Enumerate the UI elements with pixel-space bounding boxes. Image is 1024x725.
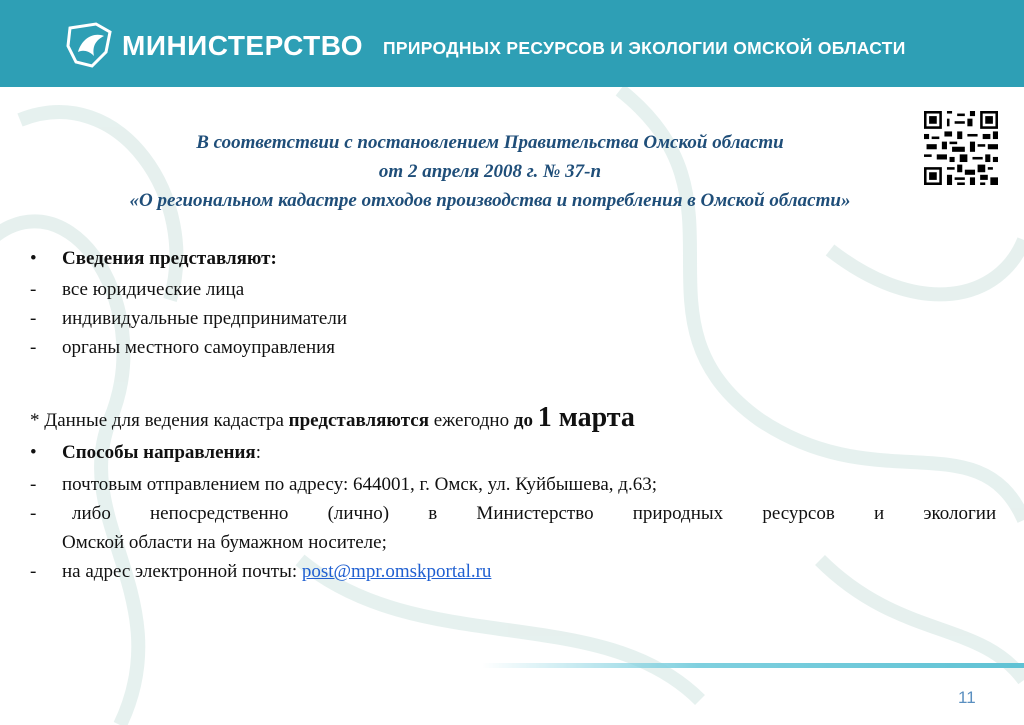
list-item-text-justified	[72, 503, 996, 525]
section2-heading: Способы направления	[62, 442, 256, 463]
list-item-text-wrap	[62, 561, 491, 583]
section1-heading: Сведения представляют:	[62, 248, 277, 269]
deadline-do: до	[513, 410, 533, 431]
word: природных	[632, 503, 724, 524]
email-link[interactable]: post@mpr.omskportal.ru	[301, 561, 492, 582]
brand-subtitle: ПРИРОДНЫХ РЕСУРСОВ И ЭКОЛОГИИ ОМСКОЙ ОБЛАСТИ	[383, 38, 906, 58]
list-item-text: все юридические лица	[62, 279, 245, 300]
word: ресурсов	[762, 503, 835, 524]
title-line-2: от 2 апреля 2008 г. № 37-п	[378, 161, 602, 182]
word: в	[428, 503, 438, 524]
section2-heading-wrap	[62, 442, 261, 464]
deadline-prefix: * Данные для ведения кадастра	[30, 410, 289, 431]
title-line-3: «О региональном кадастре отходов производства и потребления в Омской области»	[129, 190, 851, 211]
word: и	[873, 503, 885, 524]
deadline-statement	[30, 402, 1000, 434]
dash-marker: -	[30, 561, 37, 582]
dash-marker: -	[30, 503, 37, 524]
bullet-marker: •	[30, 248, 37, 269]
deadline-middle: ежегодно	[428, 410, 514, 431]
ministry-logo-icon	[66, 22, 114, 68]
list-item-text: почтовым отправлением по адресу: 644001, г. Омск, ул. Куйбышева, д.63;	[62, 474, 657, 495]
dash-marker: -	[30, 308, 37, 329]
word: экологии	[923, 503, 997, 524]
deadline-date: 1 марта	[537, 402, 635, 433]
list-item-text: Омской области на бумажном носителе;	[62, 532, 387, 553]
title-line-1: В соответствии с постановлением Правительства Омской области	[196, 132, 784, 153]
section2-heading-suffix: :	[255, 442, 261, 463]
brand-title: МИНИСТЕРСТВО	[122, 30, 364, 61]
email-prefix: на адрес электронной почты:	[62, 561, 302, 582]
word: Министерство	[476, 503, 594, 524]
footer-divider	[482, 663, 1024, 668]
word: непосредственно	[150, 503, 289, 524]
list-item-text: органы местного самоуправления	[62, 337, 336, 358]
dash-marker: -	[30, 337, 37, 358]
deadline-bold: представляются	[288, 410, 429, 431]
word: (лично)	[327, 503, 390, 524]
word: либо	[72, 503, 111, 524]
dash-marker: -	[30, 474, 37, 495]
header-bar	[0, 0, 1024, 87]
page-number: 11	[958, 688, 976, 707]
list-item-text: индивидуальные предприниматели	[62, 308, 347, 329]
bullet-marker: •	[30, 442, 37, 463]
dash-marker: -	[30, 279, 37, 300]
